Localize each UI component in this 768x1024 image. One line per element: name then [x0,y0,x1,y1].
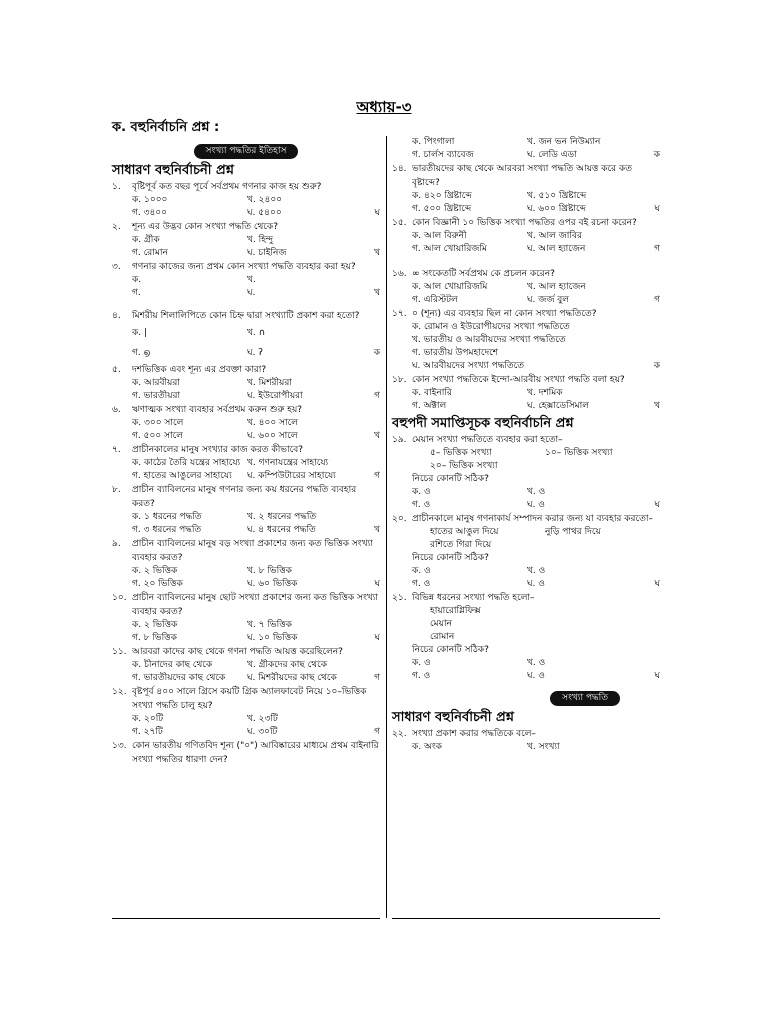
option-d: ঘ. ১০ ভিত্তিক [247,633,298,643]
question-continued [392,136,660,162]
question [112,260,380,309]
question [112,180,380,220]
answer-mark: ক [373,348,380,358]
option-d: ঘ. ৪ ধরনের পদ্ধতি [247,525,316,535]
option-d: ঘ. আরবীয়দের সংখ্যা পদ্ধতিতে [412,361,524,371]
question-number: ২১. [392,593,407,603]
option-c: গ. ভারতীয়রা [132,391,181,401]
option-c: গ. চার্লস ব্যাবেজ [412,150,474,160]
question-number: ৯. [112,539,121,549]
option-c: গ. ৮ ভিত্তিক [132,633,177,643]
question-text: ঋণাত্মক সংখ্যা ব্যবহার সর্বপ্রথম করুন শুরু হয়? [132,405,303,415]
question-text: কোন ভারতীয় গণিতবিদ শূন্য ("০") আবিষ্কারের মাধ্যমে প্রথম বাইনারি সংখ্যা পদ্ধতির ধারণা দেন? [132,741,379,765]
question-text: প্রাচীন ব্যাবিলনের মানুষ বড় সংখ্যা প্রকাশের জন্য কত ভিত্তিক সংখ্যা ব্যবহার করত? [132,539,373,563]
answer-mark: ঘ [654,671,660,681]
question [392,433,660,512]
subsection-heading: সাধারণ বহুনির্বাচনী প্রশ্ন [112,163,234,178]
question-number: ১৭. [392,309,407,319]
option-b: খ. আল হ্যাজেন [527,282,586,292]
option-a: ক. [132,275,142,285]
option-a: ক. | [132,328,148,338]
question [112,483,380,537]
question-text: ভারতীয়দের কাছ থেকে আরবরা সংখ্যা পদ্ধতি আয়ত্ত করে কত বৃষ্টাব্দে? [412,164,632,188]
option-b: খ. ও [527,487,546,497]
left-bottom-rule [112,918,380,919]
left-column [112,136,380,767]
question-text: বিভিন্ন ধরনের সংখ্যা পদ্ধতি হলো– [412,593,535,603]
answer-mark: গ [374,673,380,683]
question-text: মিশরীয় শিলালিপিতে কোন চিহ্ন দ্বারা সংখ্যাটি প্রকাশ করা হতো? [132,311,360,321]
question-text: আরবরা কাদের কাছ থেকে গণনা পদ্ধতি আয়ত্ত করেছিলেন? [132,647,343,657]
question-number: ১২. [112,687,127,697]
option-a: ক. ও [412,566,431,576]
option-c: গ. আল খোয়ারিজমি [412,244,487,254]
option-c: গ. ৩ ধরনের পদ্ধতি [132,525,202,535]
option-c: গ. হাতের আঙুলের সাহায্যে [132,471,232,481]
question-text: সংখ্যা প্রকাশ করার পদ্ধতিকে বলে– [412,729,536,739]
statement-ii: নুড়ি পাথর দিয়ে [545,527,601,537]
option-b: খ. ∩ [247,328,266,338]
option-b: খ. ভারতীয় ও আরবীয়দের সংখ্যা পদ্ধতিতে [412,335,566,345]
option-d: ঘ. [247,288,256,298]
subsection-heading: বহুপদী সমাপ্তিসূচক বহুনির্বাচনি প্রশ্ন [392,416,574,431]
option-d: ঘ. লেডি এডা [527,150,577,160]
option-b: খ. ও [527,566,546,576]
option-c: গ. ৫০০ সালে [132,431,183,441]
question-text: দশভিত্তিক এবং শূন্য এর প্রবক্তা কারা? [132,365,267,375]
statement-iii: রোমান [430,632,455,642]
option-d: ঘ. কম্পিউটারের সাহায্যে [247,471,336,481]
answer-mark: ঘ [374,633,380,643]
right-bottom-rule [392,918,660,919]
question-text: প্রাচীনকালে মানুষ গণনাকার্য সম্পাদন করার জন্য যা ব্যবহার করতো– [412,514,653,524]
option-b: খ. ৪০০ সালে [247,418,298,428]
question-number: ৫. [112,365,121,375]
question [112,591,380,645]
question-number: ২. [112,222,121,232]
question-number: ৮. [112,485,121,495]
option-d: ঘ. ৩০টি [247,727,278,737]
option-d: ঘ. ইউরোপীয়রা [247,391,303,401]
question-text: শূন্য এর উদ্ভব কোন সংখ্যা পদ্ধতি থেকে? [132,222,278,232]
answer-mark: খ [374,525,380,535]
statement-ii: ১০– ভিত্তিক সংখ্যা [545,448,613,458]
answer-mark: ঘ [654,500,660,510]
option-c: গ. ও [412,579,431,589]
answer-mark: খ [374,288,380,298]
question-number: ১৪. [392,164,407,174]
question-number: ১৫. [392,218,407,228]
answer-mark: গ [374,727,380,737]
question-text: প্রাচীন ব্যাবিলনের মানুষ গণনার জন্য কয় ধরনের পদ্ধতি ব্যবহার করত? [132,485,357,509]
option-a: ক. আল বিরুনী [412,231,467,241]
question-number: ১১. [112,647,127,657]
question-number: ২২. [392,729,407,739]
question [392,591,660,683]
option-a: ক. ও [412,487,431,497]
question [112,645,380,685]
option-a: ক. ১ ধরনের পদ্ধতি [132,512,202,522]
option-a: ক. ১০০০ [132,195,168,205]
option-d: ঘ. হেক্সাডেসিমাল [527,401,589,411]
question-number: ৬. [112,405,121,415]
question [112,363,380,403]
answer-mark: ঘ [654,204,660,214]
option-a: ক. পিংগালা [412,137,455,147]
column-divider [386,136,387,918]
question [112,685,380,739]
option-d: ঘ. ও [527,671,545,681]
option-d: ঘ. ৫৪০০ [247,208,282,218]
question [392,727,660,754]
question-ask: নিচের কোনটি সঠিক? [412,474,489,484]
question [392,373,660,413]
topic-pill: সংখ্যা পদ্ধতি [550,691,620,706]
question-number: ১০. [112,593,127,603]
statement-ii: মেয়ান [430,619,452,629]
option-d: ঘ. আল হ্যাজেন [527,244,586,254]
option-c: গ. ৫০০ খ্রিষ্টাব্দে [412,204,472,214]
option-c: গ. ভারতীয়দের কাছ থেকে [132,673,226,683]
question-text: কোন বিজ্ঞানী ১০ ভিত্তিক সংখ্যা পদ্ধতির ওপর বই রচনা করেন? [412,218,637,228]
option-a: ক. কাঠের তৈরি যন্ত্রের সাহায্যে [132,458,241,468]
option-b: খ. মিশরীয়রা [247,378,292,388]
option-b: খ. আল জাবির [527,231,582,241]
section-title: ক. বহুনির্বাচনি প্রশ্ন : [112,120,220,135]
subsection-heading: সাধারণ বহুনির্বাচনী প্রশ্ন [392,710,514,725]
question-number: ১৬. [392,269,407,279]
answer-mark: ঘ [374,579,380,589]
question-text: প্রাচীনকালের মানুষ সংখ্যার কাজ করত কীভাবে? [132,445,304,455]
statement-i: হাতের আঙুল দিয়ে [430,527,499,537]
option-c: গ. অক্টাল [412,401,447,411]
question-number: ২০. [392,514,407,524]
option-d: ঘ. ৬০ ভিত্তিক [247,579,298,589]
option-b: খ. জন ভন নিউম্যান [527,137,601,147]
option-b: খ. ৭ ভিত্তিক [247,620,292,630]
option-d: ঘ. ও [527,579,545,589]
question [112,443,380,483]
option-d: ঘ. ʔ [247,348,263,358]
option-c: গ. ৩৪০০ [132,208,168,218]
question-number: ১৯. [392,435,407,445]
option-b: খ. ২ ধরনের পদ্ধতি [247,512,317,522]
question-number: ৭. [112,445,121,455]
answer-mark: ঘ [654,579,660,589]
question [392,267,660,307]
answer-mark: গ [654,244,660,254]
question-text: ০ (শূন্য) এর ব্যবহার ছিল না কোন সংখ্যা পদ্ধতিতে? [412,309,597,319]
question [112,537,380,591]
option-a: ক. ৪২০ খ্রিষ্টাব্দে [412,191,472,201]
answer-mark: গ [374,391,380,401]
option-b: খ. ২৪০০ [247,195,283,205]
option-a: ক. ২ ভিত্তিক [132,566,178,576]
option-b: খ. ৮ ভিত্তিক [247,566,292,576]
answer-mark: খ [654,401,660,411]
option-a: ক. আল খোয়ারিজমি [412,282,488,292]
question [392,307,660,373]
option-c: গ. এরিস্টটল [412,295,458,305]
right-column [392,136,660,754]
answer-mark: গ [654,295,660,305]
option-c: গ. রোমান [132,248,168,258]
answer-mark: ঘ [374,208,380,218]
option-b: খ. গ্রীকদের কাছ থেকে [247,660,328,670]
question-text: কোন সংখ্যা পদ্ধতিকে ইন্দো-আরবীয় সংখ্যা পদ্ধতি বলা হয়? [412,375,625,385]
question-ask: নিচের কোনটি সঠিক? [412,645,489,655]
option-d: ঘ. চাইনিজ [247,248,287,258]
option-d: ঘ. জর্জ বুল [527,295,569,305]
answer-mark: ক [653,150,660,160]
answer-mark: খ [374,431,380,441]
option-b: খ. ৫১০ খ্রিষ্টাব্দে [527,191,587,201]
option-b: খ. হিন্দু [247,235,274,245]
option-a: ক. ২০টি [132,714,164,724]
statement-iii: ২০– ভিত্তিক সংখ্যা [430,461,498,471]
question-text: প্রাচীন ব্যাবিলনের মানুষ ছোট সংখ্যা প্রকাশের জন্য কত ভিত্তিক সংখ্যা ব্যবহার করত? [132,593,378,617]
option-a: ক. গ্রীক [132,235,160,245]
option-c: গ. ২৭টি [132,727,163,737]
option-a: ক. ও [412,658,431,668]
answer-mark: গ [374,471,380,481]
question-number: ১৮. [392,375,407,385]
option-d: ঘ. মিশরীয়দের কাছ থেকে [247,673,337,683]
option-b: খ. দশমিক [527,388,563,398]
question-number: ১৩. [112,741,127,751]
statement-i: ৫– ভিত্তিক সংখ্যা [430,448,492,458]
option-b: খ. ২৩টি [247,714,278,724]
option-b: খ. গণনাযন্ত্রের সাহায্যে [247,458,329,468]
option-a: ক. চীনাদের কাছ থেকে [132,660,213,670]
chapter-title: অধ্যায়-৩ [356,98,412,116]
option-a: ক. অংক [412,742,442,752]
option-a: ক. ৩০০ সালে [132,418,184,428]
question [112,403,380,443]
topic-pill: সংখ্যা পদ্ধতির ইতিহাস [194,144,299,159]
question-text: গণনার কাজের জন্য প্রথম কোন সংখ্যা পদ্ধতি ব্যবহার করা হয়? [132,262,356,272]
question [112,309,380,363]
option-b: খ. সংখ্যা [527,742,560,752]
option-b: খ. [247,275,256,285]
answer-mark: ক [653,361,660,371]
option-c: গ. ও [412,500,431,510]
question [392,162,660,216]
option-c: গ. ২০ ভিত্তিক [132,579,183,589]
question-number: ১. [112,182,121,192]
question [392,216,660,267]
statement-iii: রশিতে গিরা দিয়ে [430,540,492,550]
question [112,739,380,767]
option-a: ক. আরবীয়রা [132,378,180,388]
question [112,220,380,260]
option-a: ক. ২ ভিত্তিক [132,620,178,630]
question-text: বৃষ্টপূর্ব ৪০০ সালে গ্রিসে কয়টি গ্রিক অ্যালফাবেট নিয়ে ১০–ভিত্তিক সংখ্যা পদ্ধতি চালু হয়? [132,687,367,711]
question-number: ৩. [112,262,121,272]
option-a: ক. বাইনারি [412,388,452,398]
option-d: ঘ. ও [527,500,545,510]
answer-mark: খ [374,248,380,258]
option-c: গ. ভারতীয় উপমহাদেশে [412,348,499,358]
option-a: ক. রোমান ও ইউরোপীয়দের সংখ্যা পদ্ধতিতে [412,322,570,332]
question [392,512,660,591]
option-c: গ. ও [412,671,431,681]
question-text: ∞ সংকেতটি সর্বপ্রথম কে প্রচলন করেন? [412,269,555,279]
option-d: ঘ. ৬০০ সালে [247,431,298,441]
option-b: খ. ও [527,658,546,668]
option-d: ঘ. ৬০০ খ্রিষ্টাব্দে [527,204,586,214]
question-ask: নিচের কোনটি সঠিক? [412,553,489,563]
option-c: গ. [132,288,141,298]
question-number: ৪. [112,311,121,321]
statement-i: হায়ারোগ্লিফিক্স [430,606,481,616]
question-text: মেয়ান সংখ্যা পদ্ধতিতে ব্যবহার করা হতো– [412,435,563,445]
option-c: গ. ൭ [132,348,150,358]
question-text: বৃষ্টিপূর্ব কত বছর পূর্বে সর্বপ্রথম গণনার কাজ হয় শুরু? [132,182,322,192]
